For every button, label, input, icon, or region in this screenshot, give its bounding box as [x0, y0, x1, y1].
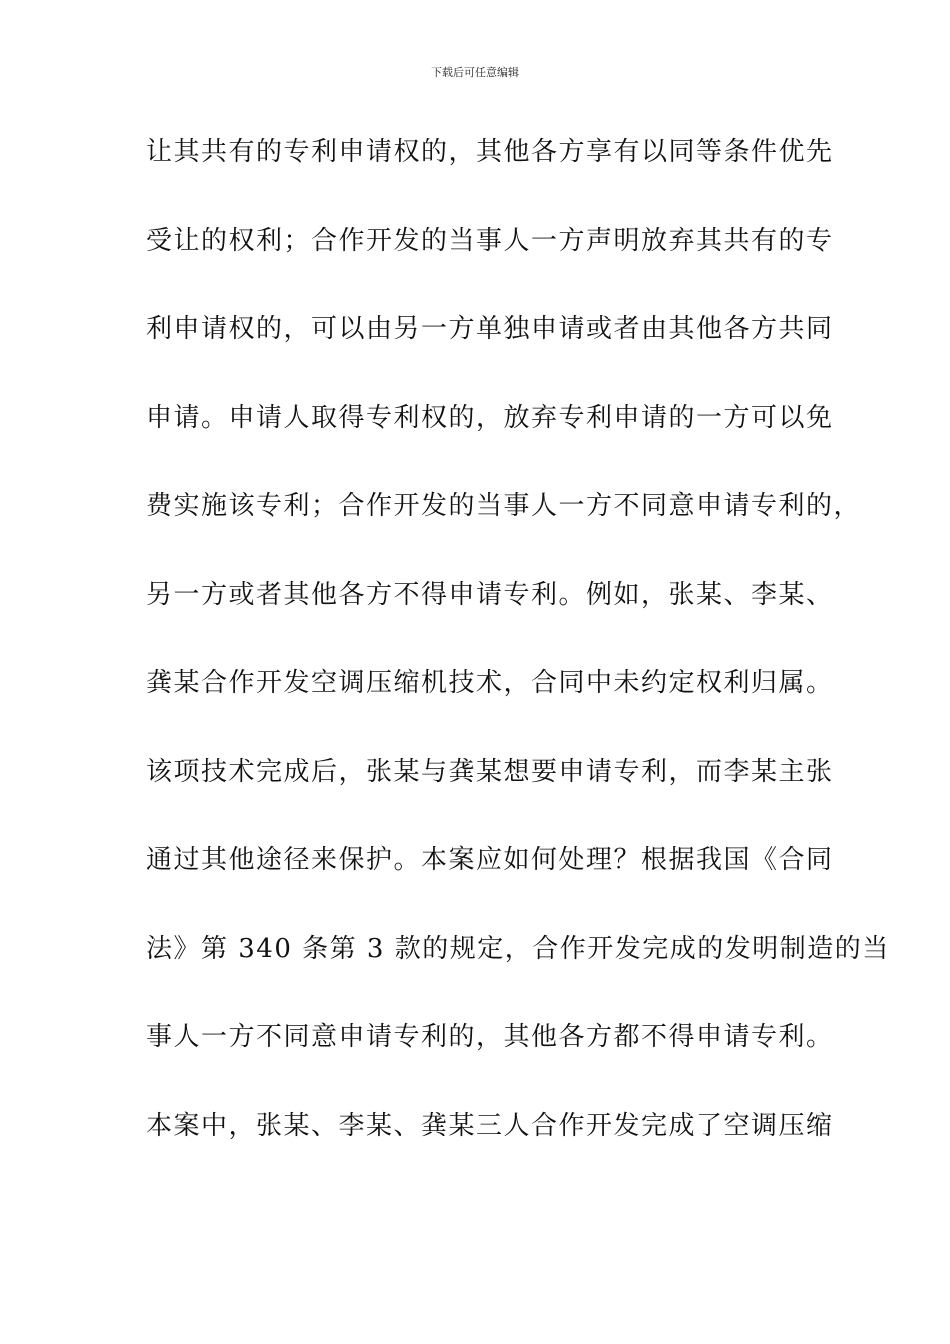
text-line: 受让的权利；合作开发的当事人一方声明放弃其共有的专: [146, 225, 834, 256]
text-line: 本案中，张某、李某、龚某三人合作开发完成了空调压缩: [146, 1110, 834, 1141]
text-line: 通过其他途径来保护。本案应如何处理？根据我国《合同: [146, 845, 834, 875]
text-line: 费实施该专利；合作开发的当事人一方不同意申请专利的，: [146, 491, 862, 521]
text-line: 法》第 340 条第 3 款的规定，合作开发完成的发明制造的当: [146, 933, 890, 964]
text-line: 另一方或者其他各方不得申请专利。例如，张某、李某、: [146, 579, 834, 610]
document-body: [146, 126, 890, 1188]
text-line: 该项技术完成后，张某与龚某想要申请专利，而李某主张: [146, 756, 834, 787]
text-line: 事人一方不同意申请专利的，其他各方都不得申请专利。: [146, 1022, 834, 1052]
text-line: 利申请权的，可以由另一方单独申请或者由其他各方共同: [146, 314, 834, 344]
text-line: 让其共有的专利申请权的，其他各方享有以同等条件优先: [146, 137, 834, 167]
page-header: 下载后可任意编辑: [431, 66, 519, 79]
text-line: 龚某合作开发空调压缩机技术，合同中未约定权利归属。: [146, 668, 834, 698]
text-line: 申请。申请人取得专利权的，放弃专利申请的一方可以免: [146, 402, 834, 433]
